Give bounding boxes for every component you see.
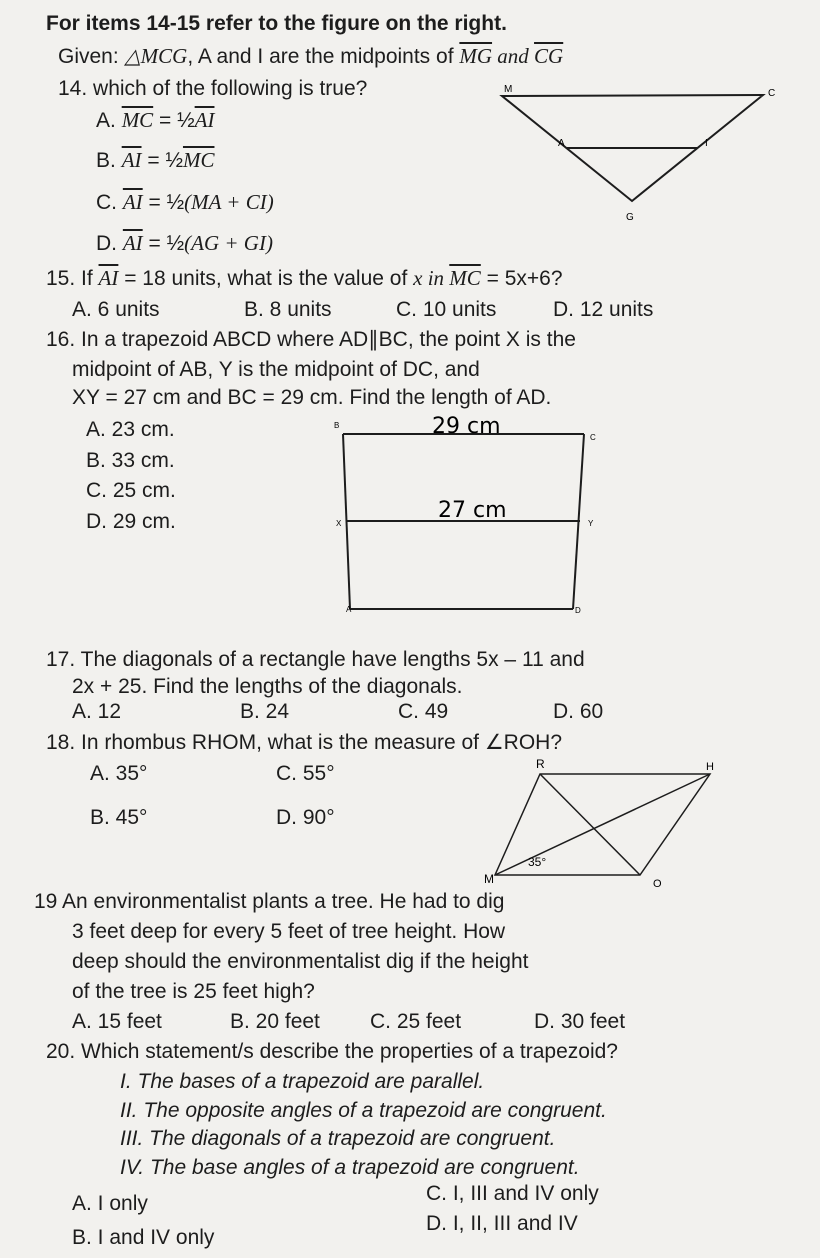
q20-statement-4: IV. The base angles of a trapezoid are congruent.: [120, 1156, 580, 1179]
q20-choice-b: B. I and IV only: [72, 1226, 215, 1249]
q14-choice-a: A. $\overline{MC}$ = $\frac{1}{2}\overline{AI}$: [96, 108, 215, 132]
label-c: C: [590, 433, 596, 442]
q16-choice-d: D. 29 cm.: [86, 510, 176, 533]
q14-choice-c: C. $\overline{AI}$ = ½(MA + CI): [96, 190, 274, 214]
q17-line1: 17. The diagonals of a rectangle have lengths 5x – 11 and: [46, 648, 585, 671]
q18-choice-b: B. 45°: [90, 806, 148, 829]
q16-choice-c: C. 25 cm.: [86, 479, 176, 502]
q15-choice-b: B. 8 units: [244, 298, 332, 321]
diagonal-ro: [540, 774, 640, 875]
label-r: R: [536, 757, 545, 771]
q19-choice-d: D. 30 feet: [534, 1010, 626, 1033]
q14-choice-d: D. $\overline{AI}$ = ½(AG + GI): [96, 231, 273, 255]
label-o: O: [653, 878, 662, 890]
q15-choice-a: A. 6 units: [72, 298, 160, 321]
q20-statement-2: II. The opposite angles of a trapezoid are congruent.: [120, 1099, 607, 1122]
q15-choice-c: C. 10 units: [396, 298, 497, 321]
label-27cm: 27 cm: [438, 498, 507, 523]
label-h: H: [706, 761, 714, 773]
q15-stem: 15. If $\overline{AI} = 18$ units, what is the value of x in $\overline{MC} = 5x+6$?: [46, 266, 563, 290]
q17-choice-a: A. 12: [72, 700, 122, 723]
label-y: Y: [588, 519, 594, 528]
q19-line2: 3 feet deep for every 5 feet of tree height. How: [72, 920, 506, 943]
q16-line3: XY = 27 cm and BC = 29 cm. Find the length of AD.: [72, 386, 552, 409]
q20-choice-a: A. I only: [72, 1192, 148, 1215]
label-d: D: [575, 606, 581, 615]
q20-choice-d: D. I, II, III and IV: [426, 1212, 578, 1235]
label-c: C: [768, 88, 776, 99]
q16-choice-a: A. 23 cm.: [86, 418, 175, 441]
label-a: A: [346, 605, 352, 614]
label-x: X: [336, 519, 342, 528]
label-m: M: [504, 84, 513, 95]
label-m: M: [484, 872, 494, 886]
q19-line4: of the tree is 25 feet high?: [72, 980, 315, 1003]
q16-choice-b: B. 33 cm.: [86, 449, 175, 472]
given-line: Given: △MCG, A and I are the midpoints of $\overline{MG}$ and $\overline{CG}$: [58, 44, 564, 68]
q19-line1: 19 An environmentalist plants a tree. He had to dig: [34, 890, 505, 913]
q20-statement-1: I. The bases of a trapezoid are parallel.: [120, 1070, 485, 1093]
q18-stem: 18. In rhombus RHOM, what is the measure of ∠ROH?: [46, 731, 563, 754]
q19-choice-a: A. 15 feet: [72, 1010, 162, 1033]
q17-line2: 2x + 25. Find the lengths of the diagonals.: [72, 675, 463, 698]
q14-stem: 14. which of the following is true?: [58, 77, 368, 100]
q20-choice-c: C. I, III and IV only: [426, 1182, 599, 1205]
q18-choice-a: A. 35°: [90, 762, 148, 785]
label-g: G: [626, 212, 634, 223]
q17-choice-b: B. 24: [240, 700, 290, 723]
q19-choice-c: C. 25 feet: [370, 1010, 462, 1033]
q16-line2: midpoint of AB, Y is the midpoint of DC, and: [72, 358, 480, 381]
q19-line3: deep should the environmentalist dig if the height: [72, 950, 529, 973]
label-i: I: [705, 138, 708, 149]
intro-line: For items 14-15 refer to the figure on the right.: [46, 12, 507, 35]
q20-statement-3: III. The diagonals of a trapezoid are congruent.: [120, 1127, 556, 1150]
label-a: A: [558, 138, 565, 149]
q17-choice-c: C. 49: [398, 700, 449, 723]
q17-choice-d: D. 60: [553, 700, 604, 723]
q16-line1: 16. In a trapezoid ABCD where AD∥BC, the point X is the: [46, 328, 576, 351]
q15-choice-d: D. 12 units: [553, 298, 654, 321]
label-29cm: 29 cm: [432, 414, 501, 439]
q19-choice-b: B. 20 feet: [230, 1010, 320, 1033]
label-b: B: [334, 421, 340, 430]
angle-label: 35°: [528, 855, 547, 869]
q14-choice-b: B. $\overline{AI}$ = $\frac{1}{2}\overline{MC}$: [96, 148, 215, 172]
q18-choice-c: C. 55°: [276, 762, 335, 785]
q20-stem: 20. Which statement/s describe the properties of a trapezoid?: [46, 1040, 618, 1063]
q18-choice-d: D. 90°: [276, 806, 335, 829]
